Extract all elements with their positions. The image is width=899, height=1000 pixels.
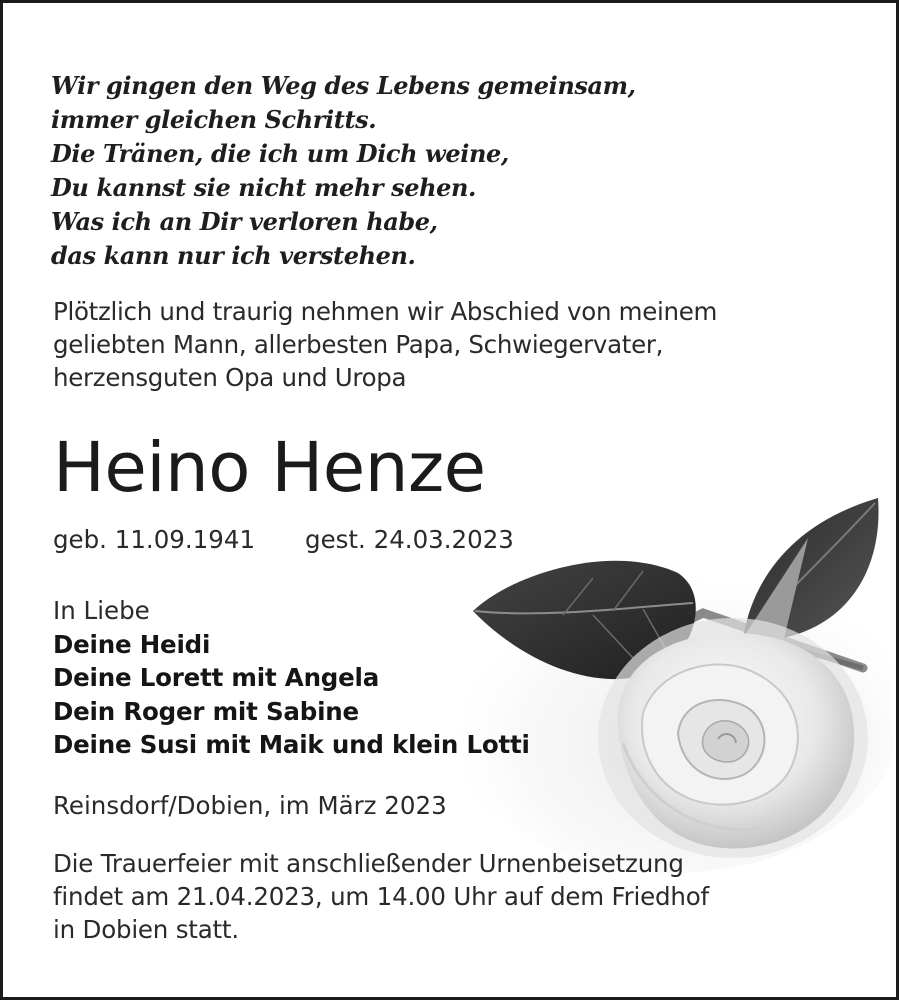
funeral-line: Die Trauerfeier mit anschließender Urnenbeisetzung: [53, 849, 684, 878]
funeral-info: [53, 847, 709, 946]
birth-date: geb. 11.09.1941: [53, 525, 256, 554]
family-member: Deine Susi mit Maik und klein Lotti: [53, 730, 530, 759]
poem-line: Die Tränen, die ich um Dich weine,: [51, 139, 509, 168]
family-list: [53, 594, 530, 762]
death-date: gest. 24.03.2023: [305, 525, 514, 554]
place-date: Reinsdorf/Dobien, im März 2023: [53, 791, 447, 820]
family-member: Dein Roger mit Sabine: [53, 696, 359, 726]
family-member: Deine Lorett mit Angela: [53, 663, 380, 692]
poem-line: Du kannst sie nicht mehr sehen.: [51, 173, 476, 202]
poem-line: das kann nur ich verstehen.: [51, 241, 416, 270]
poem-line: Was ich an Dir verloren habe,: [51, 207, 438, 236]
life-dates: [53, 523, 514, 557]
intro-line: geliebten Mann, allerbesten Papa, Schwiegervater,: [53, 330, 664, 359]
deceased-name: Heino Henze: [53, 428, 486, 508]
intro-line: herzensguten Opa und Uropa: [53, 363, 407, 392]
funeral-line: in Dobien statt.: [53, 915, 239, 944]
funeral-line: findet am 21.04.2023, um 14.00 Uhr auf dem Friedhof: [53, 882, 709, 911]
family-member: Deine Heidi: [53, 629, 211, 659]
poem-line: immer gleichen Schritts.: [51, 105, 377, 134]
poem-line: Wir gingen den Weg des Lebens gemeinsam,: [51, 71, 636, 100]
family-intro: In Liebe: [53, 596, 150, 625]
intro-text: [53, 295, 843, 394]
intro-line: Plötzlich und traurig nehmen wir Abschied von meinem: [53, 297, 718, 326]
poem: [51, 69, 636, 273]
